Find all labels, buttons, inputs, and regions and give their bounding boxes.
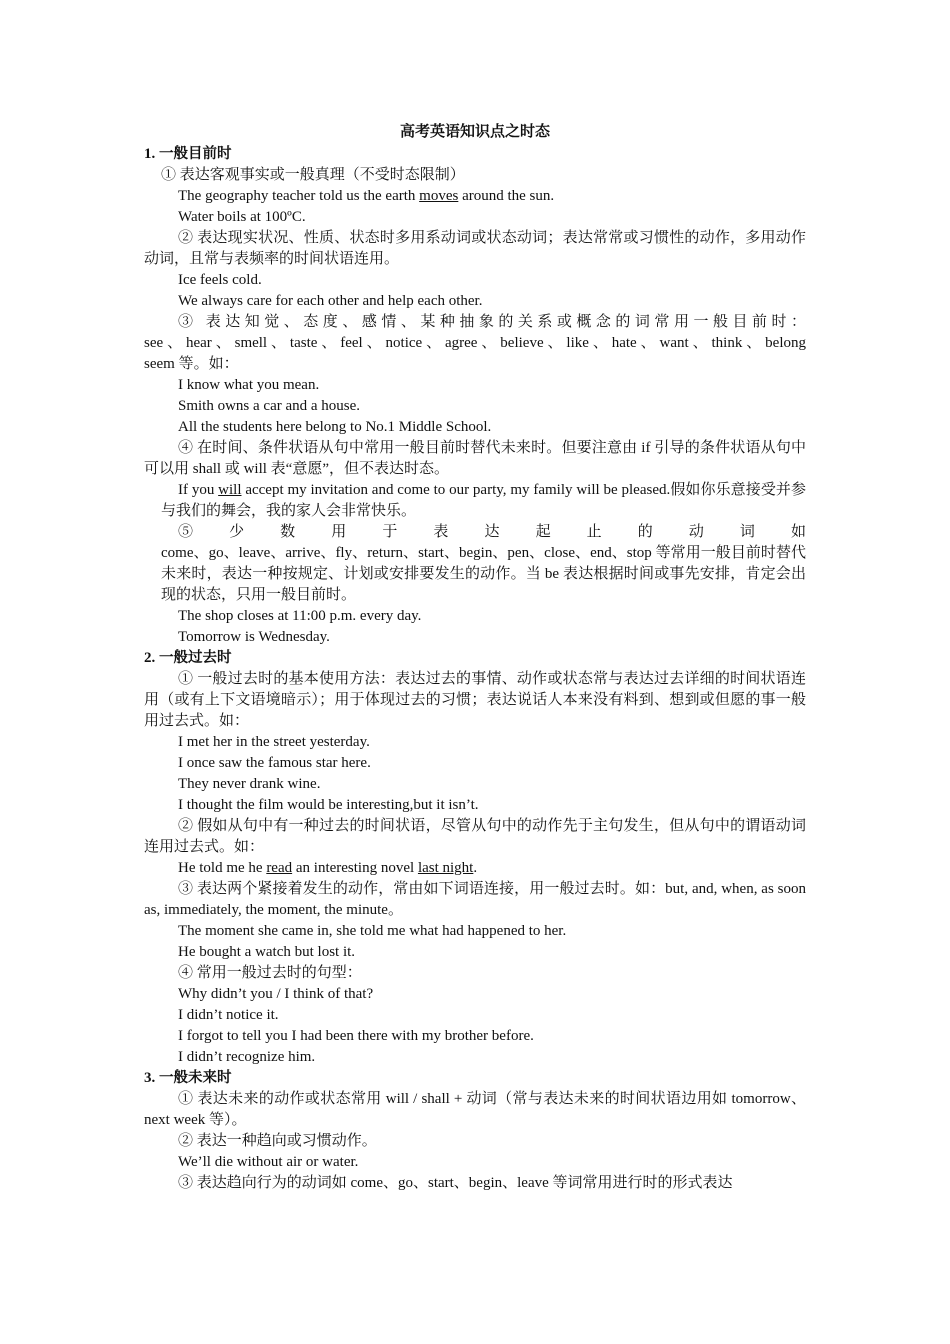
rule-1-3-line-1: ③ 表达知觉、态度、感情、某种抽象的关系或概念的词常用一般目前时： [178, 314, 806, 330]
example-1-1 [144, 186, 806, 207]
example-2-2: I once saw the famous star here. [178, 755, 371, 771]
section-heading-1: 1. 一般目前时 [144, 146, 232, 162]
example-text: If you [178, 482, 219, 498]
example-2-11: I didn’t recognize him. [178, 1049, 316, 1065]
rule-3-2: ② 表达一种趋向或习惯动作。 [178, 1133, 377, 1149]
section-heading-3: 3. 一般未来时 [144, 1070, 232, 1086]
example-1-6: Smith owns a car and a house. [178, 398, 361, 414]
rule-3-1: ① 表达未来的动作或状态常用 will / shall + 动词（常与表达未来的时间状语边用如 tomorrow、next week 等）。 [144, 1091, 806, 1128]
rule-1-3-line-3: seem 等。如： [144, 356, 239, 372]
example-1-7: All the students here belong to No.1 Middle School. [178, 419, 492, 435]
example-1-3: Ice feels cold. [178, 272, 262, 288]
example-1-8 [144, 480, 806, 522]
example-3-1: We’ll die without air or water. [178, 1154, 359, 1170]
document-body [144, 144, 806, 1194]
example-text: The geography teacher told us the earth [178, 188, 420, 204]
rule-2-1: ① 一般过去时的基本使用方法：表达过去的事情、动作或状态常与表达过去详细的时间状语连用（或有上下文语境暗示）；用于体现过去的习惯；表达说话人本来没有料到、想到或但愿的事一般用过去式。如： [144, 671, 806, 729]
rule-2-2: ② 假如从句中有一种过去的时间状语，尽管从句中的动作先于主句发生，但从句中的谓语动词连用过去式。如： [144, 818, 806, 855]
underlined-word: read [266, 860, 293, 876]
underlined-word: will [218, 482, 242, 498]
example-text: He told me he [178, 860, 267, 876]
section-heading-3-text: 一般未来时 [159, 1070, 232, 1086]
example-text: an interesting novel [292, 860, 418, 876]
example-2-4: I thought the film would be interesting,but it isn’t. [178, 797, 479, 813]
example-text: around the sun. [458, 188, 555, 204]
example-1-10: Tomorrow is Wednesday. [178, 629, 330, 645]
example-text: . [473, 860, 478, 876]
rule-2-3: ③ 表达两个紧接着发生的动作，常由如下词语连接，用一般过去时。如：but, and, when, as soon as, immediately, the moment, the minute。 [144, 881, 806, 918]
section-heading-2: 2. 一般过去时 [144, 650, 232, 666]
rule-1-5-line-2: come、go、leave、arrive、fly、return、start、begin、pen、close、end、stop 等常用一般目前时替代未来时，表达一种按规定、计划或安排要发生的动作。当 be 表达根据时间或事先安排，肯定会出现的状态，只用一般目前时。 [161, 545, 806, 603]
example-2-1: I met her in the street yesterday. [178, 734, 370, 750]
example-2-7: He bought a watch but lost it. [178, 944, 356, 960]
example-1-9: The shop closes at 11:00 p.m. every day. [178, 608, 422, 624]
example-2-10: I forgot to tell you I had been there with my brother before. [178, 1028, 534, 1044]
underlined-word: moves [419, 188, 459, 204]
example-text: accept my invitation and come to our party, my family will be pleased. [241, 482, 671, 498]
rule-1-1: ① 表达客观事实或一般真理（不受时态限制） [161, 167, 465, 183]
section-heading-2-text: 一般过去时 [159, 650, 232, 666]
example-2-6: The moment she came in, she told me what had happened to her. [178, 923, 567, 939]
example-1-2: Water boils at 100ºC. [178, 209, 306, 225]
page-title: 高考英语知识点之时态 [399, 122, 550, 140]
rule-1-3-line-2: see、hear、smell、taste、feel、notice、agree、believe、like、hate、want、think、belong [144, 335, 806, 351]
example-2-3: They never drank wine. [178, 776, 321, 792]
example-2-8: Why didn’t you / I think of that? [178, 986, 374, 1002]
rule-3-3: ③ 表达趋向行为的动词如 come、go、start、begin、leave 等词常用进行时的形式表达 [178, 1175, 733, 1191]
example-translation: 假如你乐意接受并参与我们的舞会，我的家人会非常快乐。 [161, 482, 806, 519]
rule-1-4: ④ 在时间、条件状语从句中常用一般目前时替代未来时。但要注意由 if 引导的条件状语从句中可以用 shall 或 will 表“意愿”，但不表达时态。 [144, 440, 806, 477]
example-2-5 [144, 858, 806, 879]
rule-1-2: ② 表达现实状况、性质、状态时多用系动词或状态动词；表达常常或习惯性的动作，多用动作动词，且常与表频率的时间状语连用。 [144, 230, 806, 267]
rule-1-5-line-1: ⑤ 少 数 用 于 表 达 起 止 的 动 词 如 [178, 524, 806, 540]
example-1-4: We always care for each other and help each other. [178, 293, 483, 309]
example-1-5: I know what you mean. [178, 377, 320, 393]
section-heading-1-text: 一般目前时 [159, 146, 232, 162]
example-2-9: I didn’t notice it. [178, 1007, 279, 1023]
rule-2-4: ④ 常用一般过去时的句型： [178, 965, 362, 981]
underlined-word: last night [417, 860, 474, 876]
